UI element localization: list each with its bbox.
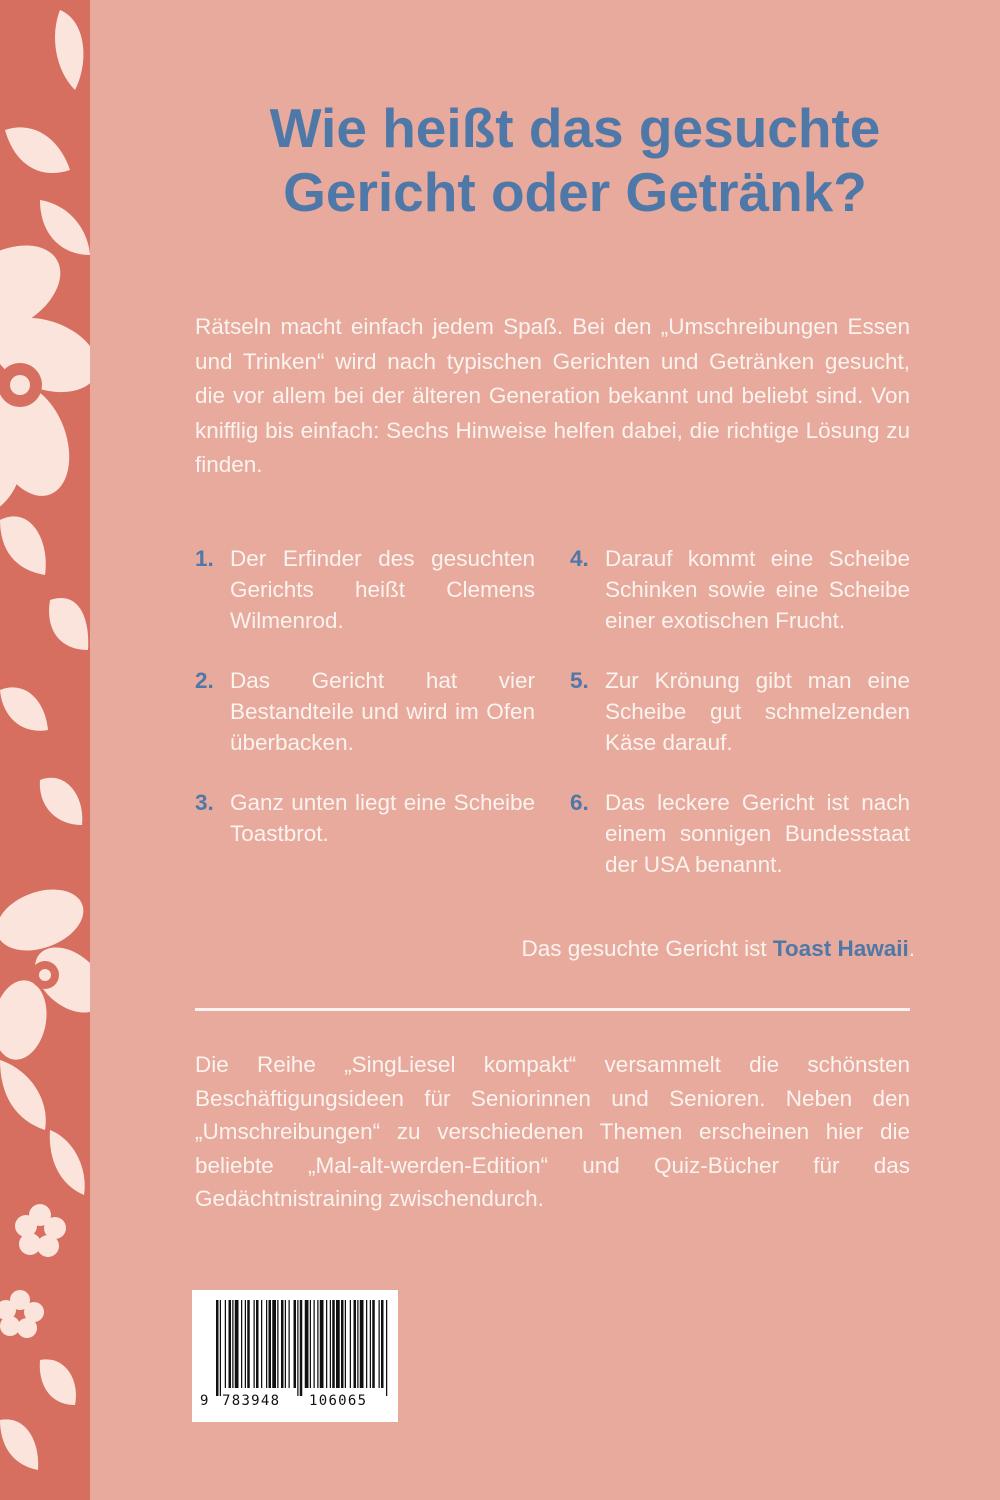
hint-text: Darauf kommt eine Scheibe Schinken sowie eine Scheibe einer exotischen Frucht. bbox=[605, 546, 910, 633]
hint-text: Der Erfinder des gesuchten Gerichts heißt Clemens Wilmenrod. bbox=[230, 546, 535, 633]
solution-answer: Toast Hawaii bbox=[772, 936, 909, 961]
barcode-digits-left: 783948 bbox=[222, 1393, 281, 1409]
divider bbox=[195, 1008, 910, 1011]
barcode-number bbox=[192, 1393, 398, 1415]
barcode bbox=[192, 1290, 398, 1422]
hint-text: Das leckere Gericht ist nach einem sonnigen Bundesstaat der USA benannt. bbox=[605, 790, 910, 877]
series-paragraph: Die Reihe „SingLiesel kompakt“ versammelt die schönsten Beschäftigungsideen für Seniorinnen und Senioren. Neben den „Umschreibungen“ zu verschiedenen Themen erscheinen hier die beliebte „Mal-alt-werden-Edition“ und Quiz-Bücher für das Gedächtnistraining zwischendurch. bbox=[195, 1052, 910, 1211]
floral-side-strip bbox=[0, 0, 90, 1500]
hint-text: Ganz unten liegt eine Scheibe Toastbrot. bbox=[230, 790, 535, 846]
headline bbox=[185, 96, 965, 224]
solution-line bbox=[390, 934, 915, 964]
intro-paragraph: Rätseln macht einfach jedem Spaß. Bei den „Umschreibungen Essen und Trinken“ wird nach typischen Gerichten und Getränken gesucht, die vor allem bei der älteren Generation bekannt und beliebt sind. Von knifflig bis einfach: Sechs Hinweise helfen dabei, die richtige Lösung zu finden. bbox=[195, 314, 910, 477]
hint-number: 1. bbox=[195, 546, 214, 571]
hint-number: 3. bbox=[195, 790, 214, 815]
hint-number: 2. bbox=[195, 668, 214, 693]
cover-back-page bbox=[90, 0, 1000, 1500]
barcode-digits-right: 106065 bbox=[309, 1393, 368, 1409]
hint-text: Zur Krönung gibt man eine Scheibe gut schmelzenden Käse darauf. bbox=[605, 668, 910, 755]
headline-line-1: Wie heißt das gesuchte bbox=[269, 97, 881, 159]
floral-pattern-icon bbox=[0, 0, 90, 1500]
headline-line-2: Gericht oder Getränk? bbox=[283, 161, 867, 223]
hint-number: 5. bbox=[570, 668, 589, 693]
barcode-digit-first: 9 bbox=[200, 1393, 209, 1409]
solution-prefix: Das gesuchte Gericht ist bbox=[521, 936, 773, 961]
hint-number: 6. bbox=[570, 790, 589, 815]
hint-number: 4. bbox=[570, 546, 589, 571]
hint-text: Das Gericht hat vier Bestandteile und wird im Ofen überbacken. bbox=[230, 668, 535, 755]
solution-suffix: . bbox=[908, 936, 915, 961]
